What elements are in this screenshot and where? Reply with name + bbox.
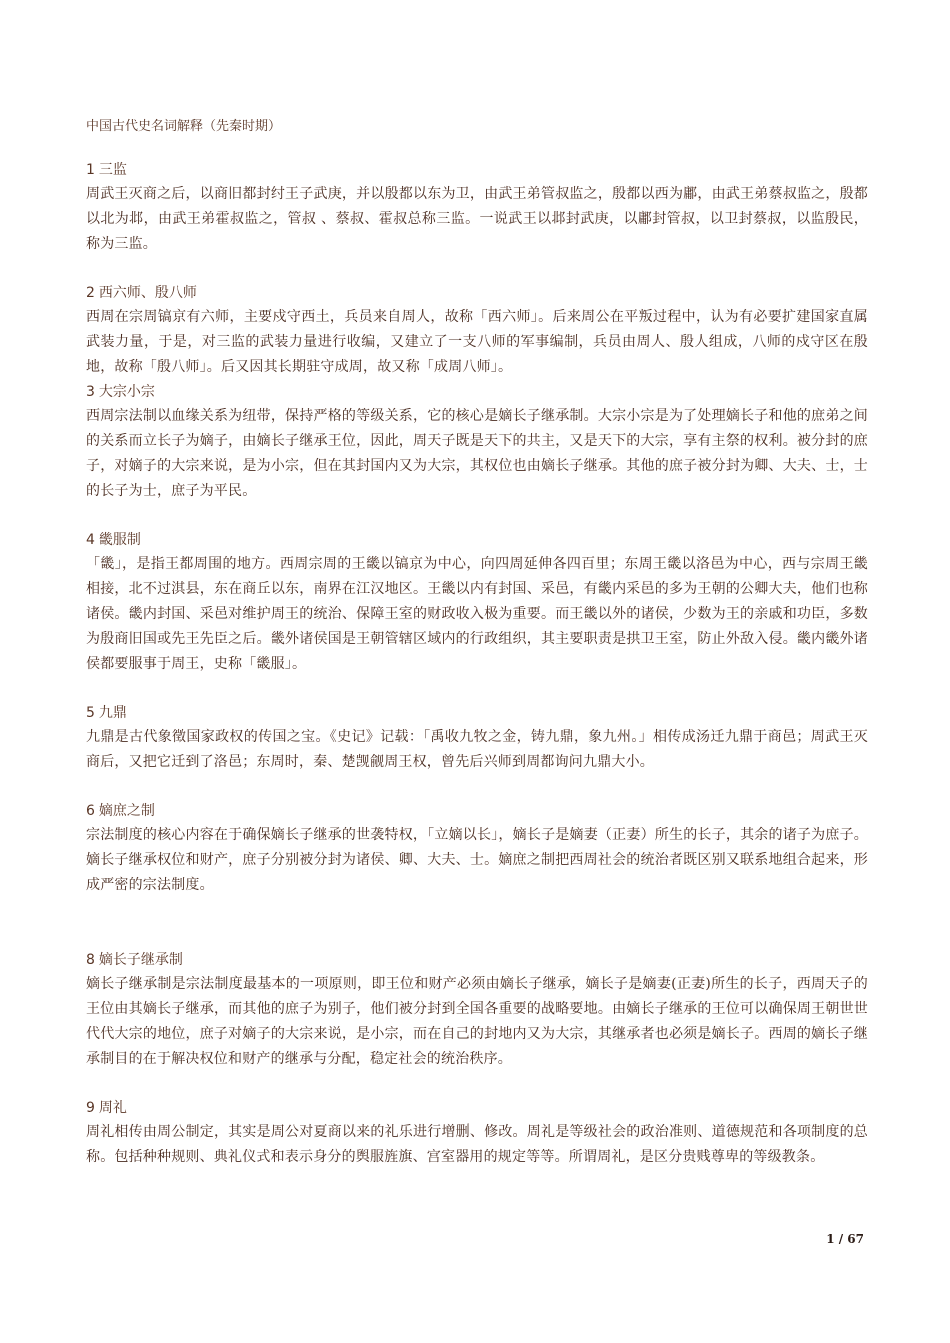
entry-number: 6 <box>86 803 95 819</box>
entry-body: 周武王灭商之后，以商旧都封纣王子武庚，并以殷都以东为卫，由武王弟管叔监之，殷都以西为鄘，由武王弟蔡叔监之，殷都以北为邶，由武王弟霍叔监之，管叔 、蔡叔、霍叔总称三监。一说武王以邶封武庚，以鄘封管叔，以卫封蔡叔，以监殷民，称为三监。 <box>86 186 868 252</box>
entry-heading <box>86 528 868 552</box>
entry-title: 大宗小宗 <box>98 384 155 400</box>
entry-heading <box>86 380 868 404</box>
entry-title: 嫡长子继承制 <box>98 952 183 968</box>
entry-number: 8 <box>86 952 95 968</box>
entry-number: 5 <box>86 705 95 721</box>
entry-9 <box>86 1096 868 1170</box>
entry-heading <box>86 158 868 182</box>
document-page <box>86 116 868 1170</box>
entry-number: 2 <box>86 285 95 301</box>
entry-title: 西六师、殷八师 <box>98 285 197 301</box>
entry-title: 畿服制 <box>98 532 141 548</box>
entry-body: 西周在宗周镐京有六师，主要戍守西土，兵员来自周人，故称「西六师」。后来周公在平叛过程中，认为有必要扩建国家直属武装力量，于是，对三监的武装力量进行收编，又建立了一支八师的军事编制，兵员由周人、殷人组成，八师的戍守区在殷地，故称「殷八师」。后又因其长期驻守成周，故又称「成周八师」。 <box>86 309 868 375</box>
entry-heading <box>86 799 868 823</box>
entry-8 <box>86 948 868 1072</box>
entry-body: 宗法制度的核心内容在于确保嫡长子继承的世袭特权，「立嫡以长」，嫡长子是嫡妻（正妻）所生的长子，其余的诸子为庶子。嫡长子继承权位和财产，庶子分别被分封为诸侯、卿、大夫、士。嫡庶之制把西周社会的统治者既区别又联系地组合起来，形成严密的宗法制度。 <box>86 827 868 893</box>
entry-heading <box>86 281 868 305</box>
page-number: 1 / 67 <box>826 1232 864 1246</box>
entry-2 <box>86 281 868 380</box>
entry-6 <box>86 799 868 898</box>
entry-body: 九鼎是古代象徵国家政权的传国之宝。《史记》记载：「禹收九牧之金，铸九鼎，象九州。」相传成汤迁九鼎于商邑；周武王灭商后，又把它迁到了洛邑；东周时，秦、楚觊觎周王权，曾先后兴师到周都询问九鼎大小。 <box>86 729 868 770</box>
entry-1 <box>86 158 868 257</box>
entry-number: 9 <box>86 1100 95 1116</box>
entry-heading <box>86 1096 868 1120</box>
entry-heading <box>86 948 868 972</box>
entry-title: 周礼 <box>98 1100 127 1116</box>
entry-body: 周礼相传由周公制定，其实是周公对夏商以来的礼乐进行增删、修改。周礼是等级社会的政治准则、道德规范和各项制度的总称。包括种种规则、典礼仪式和表示身分的舆服旌旗、宫室器用的规定等等。所谓周礼，是区分贵贱尊卑的等级教条。 <box>86 1124 868 1165</box>
entry-3 <box>86 380 868 504</box>
entry-body: 嫡长子继承制是宗法制度最基本的一项原则，即王位和财产必须由嫡长子继承，嫡长子是嫡妻(正妻)所生的长子，西周天子的王位由其嫡长子继承，而其他的庶子为别子，他们被分封到全国各重要的战略要地。由嫡长子继承的王位可以确保周王朝世世代代大宗的地位，庶子对嫡子的大宗来说，是小宗，而在自己的封地内又为大宗，其继承者也必须是嫡长子。西周的嫡长子继承制目的在于解决权位和财产的继承与分配，稳定社会的统治秩序。 <box>86 976 868 1067</box>
entry-heading <box>86 701 868 725</box>
entry-4 <box>86 528 868 677</box>
entry-5 <box>86 701 868 775</box>
entry-number: 3 <box>86 384 95 400</box>
entry-body: 「畿」，是指王都周围的地方。西周宗周的王畿以镐京为中心，向四周延伸各四百里；东周王畿以洛邑为中心，西与宗周王畿相接，北不过淇县，东在商丘以东，南界在江汉地区。王畿以内有封国、采邑，有畿内采邑的多为王朝的公卿大夫，他们也称诸侯。畿内封国、采邑对维护周王的统治、保障王室的财政收入极为重要。而王畿以外的诸侯，少数为王的亲戚和功臣，多数为殷商旧国或先王先臣之后。畿外诸侯国是王朝管辖区域内的行政组织，其主要职责是拱卫王室，防止外敌入侵。畿内畿外诸侯都要服事于周王，史称「畿服」。 <box>86 556 868 672</box>
entry-title: 三监 <box>98 162 127 178</box>
entry-title: 九鼎 <box>98 705 127 721</box>
entry-number: 1 <box>86 162 95 178</box>
entry-body: 西周宗法制以血缘关系为纽带，保持严格的等级关系，它的核心是嫡长子继承制。大宗小宗是为了处理嫡长子和他的庶弟之间的关系而立长子为嫡子，由嫡长子继承王位，因此，周天子既是天下的共主，又是天下的大宗，享有主祭的权利。被分封的庶子，对嫡子的大宗来说，是为小宗，但在其封国内又为大宗，其权位也由嫡长子继承。其他的庶子被分封为卿、大夫、士，士的长子为士，庶子为平民。 <box>86 408 868 499</box>
document-title: 中国古代史名词解释（先秦时期） <box>86 119 282 134</box>
entry-title: 嫡庶之制 <box>98 803 155 819</box>
entry-number: 4 <box>86 532 95 548</box>
